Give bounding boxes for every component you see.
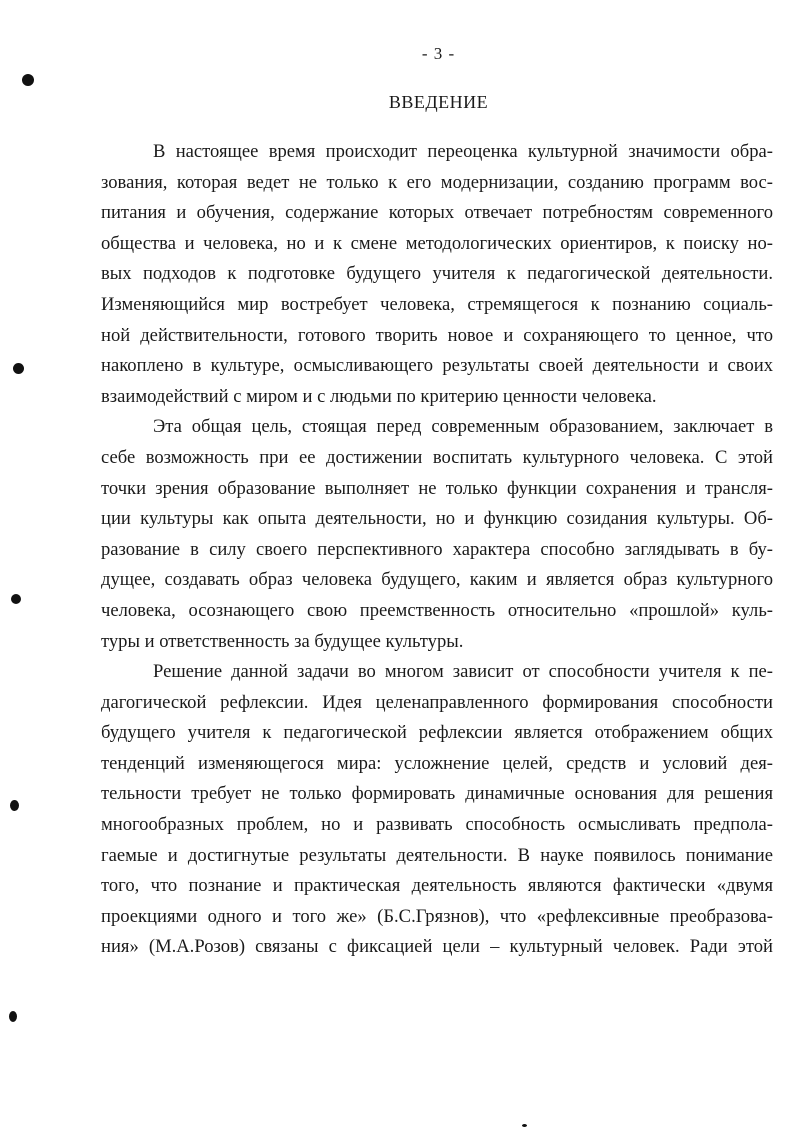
paragraph-1-line-2: зования, которая ведет не только к его модернизации, созданию программ вос- [101,171,773,193]
paragraph-1-line-1: В настоящее время происходит переоценка культурной значимости обра- [153,141,773,162]
paragraph-2-line-3: точки зрения образование выполняет не только функции сохранения и трансля- [101,477,773,499]
paragraph-1-line-9: взаимодействий с миром и с людьми по критерию ценности человека. [101,385,657,407]
paragraph-1-line-6: Изменяющийся мир востребует человека, стремящегося к познанию социаль- [101,293,773,315]
scan-hole-mark-3 [11,594,21,604]
paragraph-3-line-7: гаемые и достигнутые результаты деятельности. В науке появилось понимание [101,844,773,866]
body-text [101,137,773,963]
paragraph-2-line-4: ции культуры как опыта деятельности, но и функцию созидания культуры. Об- [101,508,773,530]
scan-hole-mark-1 [22,74,34,86]
paragraph-3-line-9: проекциями одного и того же» (Б.С.Грязнов), что «рефлексивные преобразова- [101,905,773,927]
paragraph-2-line-6: дущее, создавать образ человека будущего, каким и является образ культурного [101,569,773,591]
paragraph-3-line-1: Решение данной задачи во многом зависит от способности учителя к пе- [153,661,773,683]
paragraph-3-line-10: ния» (М.А.Розов) связаны с фиксацией цели – культурный человек. Ради этой [101,936,773,958]
paragraph-3-line-3: будущего учителя к педагогической рефлексии является отображением общих [101,722,773,744]
paragraph-3-line-4: тенденций изменяющегося мира: усложнение целей, средств и условий дея- [101,752,773,774]
paragraph-1-line-5: вых подходов к подготовке будущего учителя к педагогической деятельности. [101,263,773,285]
paragraph-3-line-5: тельности требует не только формировать динамичные основания для решения [101,783,773,805]
paragraph-3-line-2: дагогической рефлексии. Идея целенаправленного формирования способности [101,691,773,713]
paragraph-1-line-3: питания и обучения, содержание которых отвечает потребностям современного [101,202,773,224]
paragraph-2-line-7: человека, осознающего свою преемственность относительно «прошлой» куль- [101,599,773,621]
scan-hole-mark-4 [10,800,19,811]
paragraph-1-line-8: накоплено в культуре, осмысливающего результаты своей деятельности и своих [101,355,773,377]
paragraph-2-line-2: себе возможность при ее достижении воспитать культурного человека. С этой [101,446,773,468]
scan-speck [522,1124,527,1127]
paragraph-2-line-8: туры и ответственность за будущее культуры. [101,630,464,652]
scan-hole-mark-2 [13,363,24,374]
paragraph-1-line-7: ной действительности, готового творить новое и сохраняющего то ценное, что [101,324,773,346]
section-title: ВВЕДЕНИЕ [388,92,489,112]
scan-hole-mark-5 [9,1011,17,1022]
paragraph-3-line-6: многообразных проблем, но и развивать способность осмысливать предпола- [101,814,773,836]
paragraph-3-line-8: того, что познание и практическая деятельность являются фактически «двумя [101,875,773,897]
paragraph-1-line-4: общества и человека, но и к смене методологических ориентиров, к поиску но- [101,232,773,254]
page-number: - 3 - [421,44,456,63]
paragraph-2-line-1: Эта общая цель, стоящая перед современным образованием, заключает в [153,416,773,438]
paragraph-2-line-5: разование в силу своего перспективного характера способно заглядывать в бу- [101,538,773,560]
